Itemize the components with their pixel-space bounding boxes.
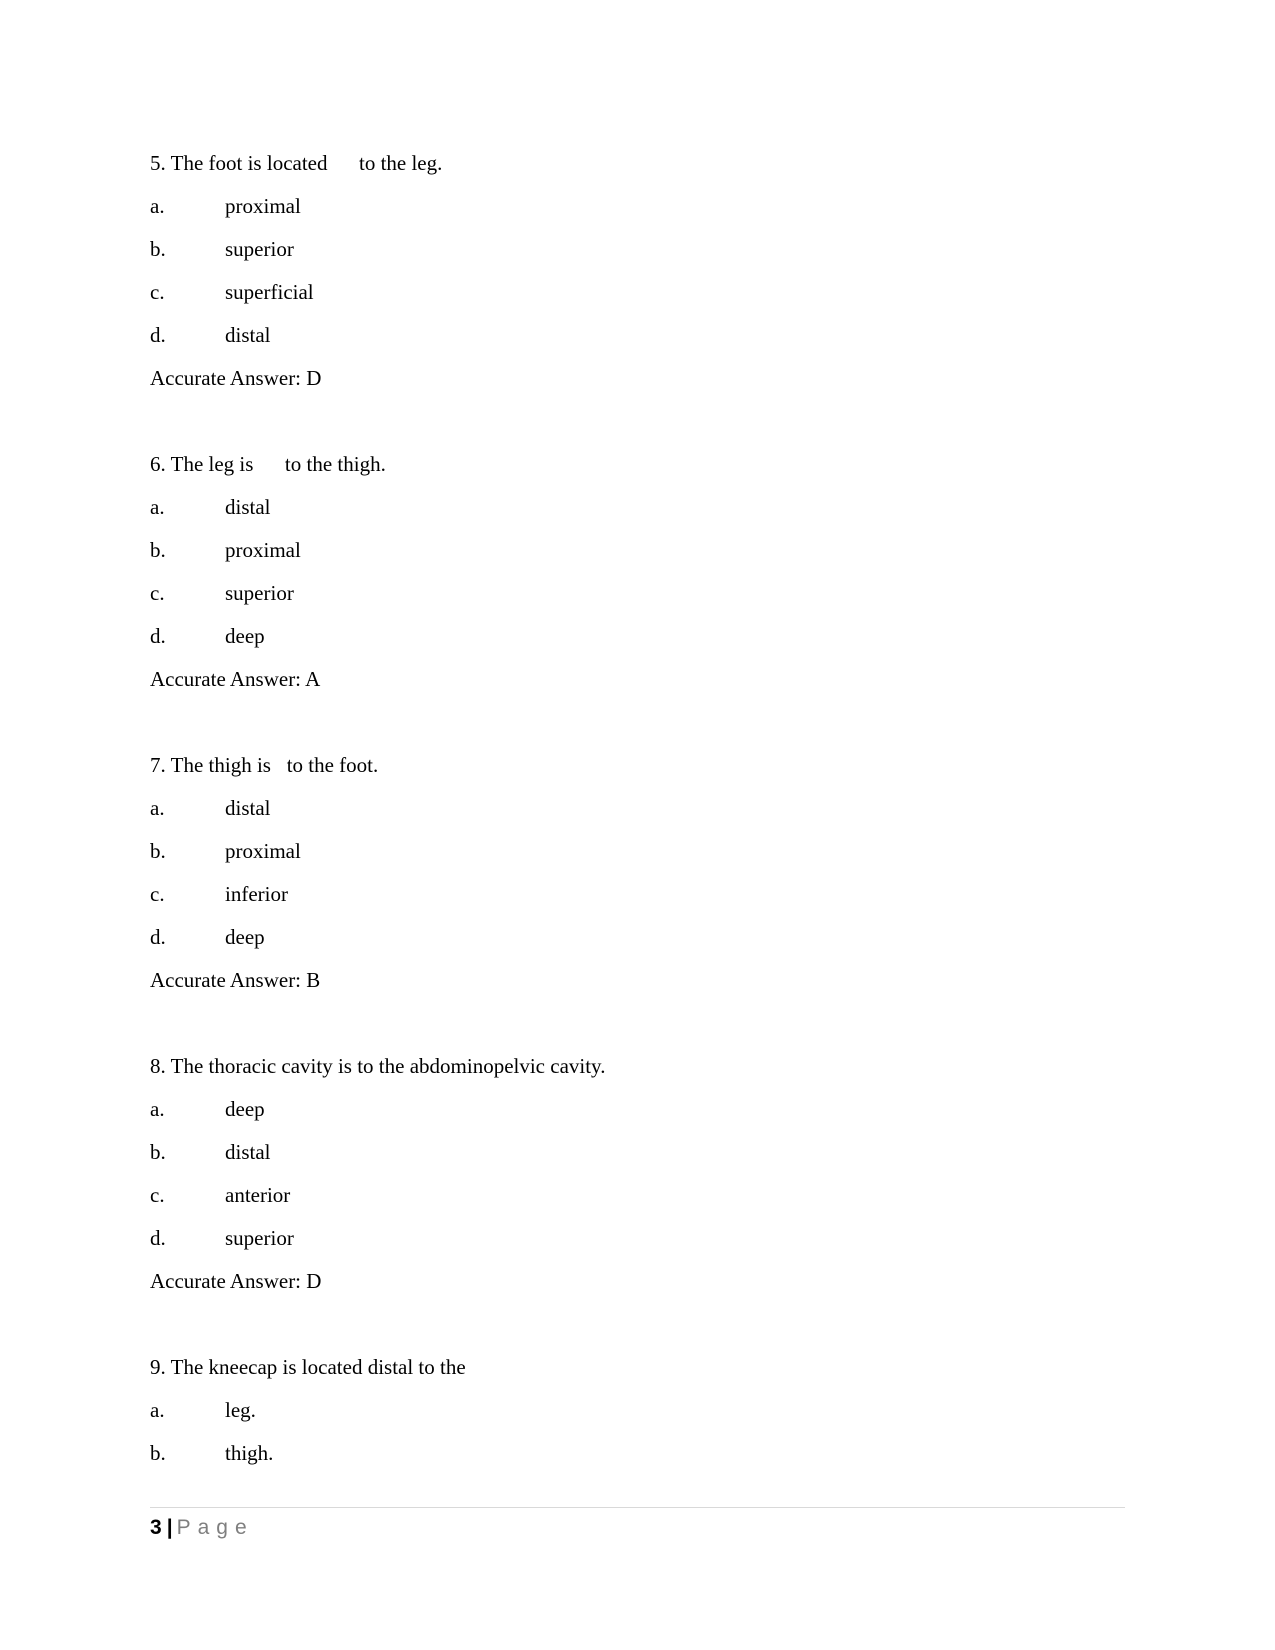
option-text: deep <box>225 925 265 949</box>
option-text: inferior <box>225 882 288 906</box>
option-b <box>150 1432 1125 1475</box>
option-letter: b. <box>150 1441 166 1465</box>
option-text: superior <box>225 581 294 605</box>
option-text: proximal <box>225 839 301 863</box>
option-c <box>150 271 1125 314</box>
document-page <box>150 142 1125 1475</box>
option-letter: c. <box>150 280 165 304</box>
question-9 <box>150 1346 1125 1475</box>
option-text: distal <box>225 323 271 347</box>
option-letter: b. <box>150 237 166 261</box>
answer-line: Accurate Answer: D <box>150 1269 322 1293</box>
option-c <box>150 873 1125 916</box>
answer-line: Accurate Answer: D <box>150 366 322 390</box>
option-c <box>150 572 1125 615</box>
page-label: Page <box>176 1516 254 1539</box>
option-text: anterior <box>225 1183 291 1207</box>
option-a <box>150 1088 1125 1131</box>
page-number: 3 <box>150 1516 162 1539</box>
page-indicator <box>150 1514 1125 1542</box>
option-letter: d. <box>150 323 166 347</box>
page-footer <box>150 1507 1125 1542</box>
answer-line: Accurate Answer: B <box>150 968 321 992</box>
question-stem: 9. The kneecap is located distal to the <box>150 1355 466 1379</box>
option-c <box>150 1174 1125 1217</box>
option-letter: a. <box>150 1097 165 1121</box>
option-letter: a. <box>150 796 165 820</box>
option-b <box>150 228 1125 271</box>
option-b <box>150 830 1125 873</box>
question-stem: 7. The thigh is to the foot. <box>150 753 379 777</box>
option-letter: b. <box>150 1140 166 1164</box>
option-letter: b. <box>150 538 166 562</box>
option-letter: c. <box>150 1183 165 1207</box>
option-text: superior <box>225 1226 294 1250</box>
option-text: distal <box>225 796 271 820</box>
option-text: proximal <box>225 538 301 562</box>
option-a <box>150 787 1125 830</box>
option-letter: b. <box>150 839 166 863</box>
option-text: deep <box>225 1097 265 1121</box>
option-a <box>150 486 1125 529</box>
option-letter: c. <box>150 882 165 906</box>
option-letter: a. <box>150 1398 165 1422</box>
option-text: proximal <box>225 194 301 218</box>
option-d <box>150 1217 1125 1260</box>
option-letter: d. <box>150 925 166 949</box>
option-text: superficial <box>225 280 314 304</box>
option-letter: c. <box>150 581 165 605</box>
question-stem: 8. The thoracic cavity is to the abdominopelvic cavity. <box>150 1054 606 1078</box>
option-text: leg. <box>225 1398 256 1422</box>
question-5 <box>150 142 1125 400</box>
option-text: distal <box>225 495 271 519</box>
option-text: superior <box>225 237 294 261</box>
option-d <box>150 314 1125 357</box>
footer-separator: | <box>166 1516 173 1539</box>
question-8 <box>150 1045 1125 1303</box>
option-d <box>150 916 1125 959</box>
option-a <box>150 1389 1125 1432</box>
option-text: thigh. <box>225 1441 274 1465</box>
option-d <box>150 615 1125 658</box>
question-7 <box>150 744 1125 1002</box>
option-text: deep <box>225 624 265 648</box>
option-letter: d. <box>150 1226 166 1250</box>
option-text: distal <box>225 1140 271 1164</box>
question-6 <box>150 443 1125 701</box>
option-letter: d. <box>150 624 166 648</box>
question-stem: 5. The foot is located to the leg. <box>150 151 443 175</box>
option-b <box>150 1131 1125 1174</box>
option-a <box>150 185 1125 228</box>
answer-line: Accurate Answer: A <box>150 667 321 691</box>
option-letter: a. <box>150 495 165 519</box>
question-stem: 6. The leg is to the thigh. <box>150 452 386 476</box>
option-b <box>150 529 1125 572</box>
option-letter: a. <box>150 194 165 218</box>
